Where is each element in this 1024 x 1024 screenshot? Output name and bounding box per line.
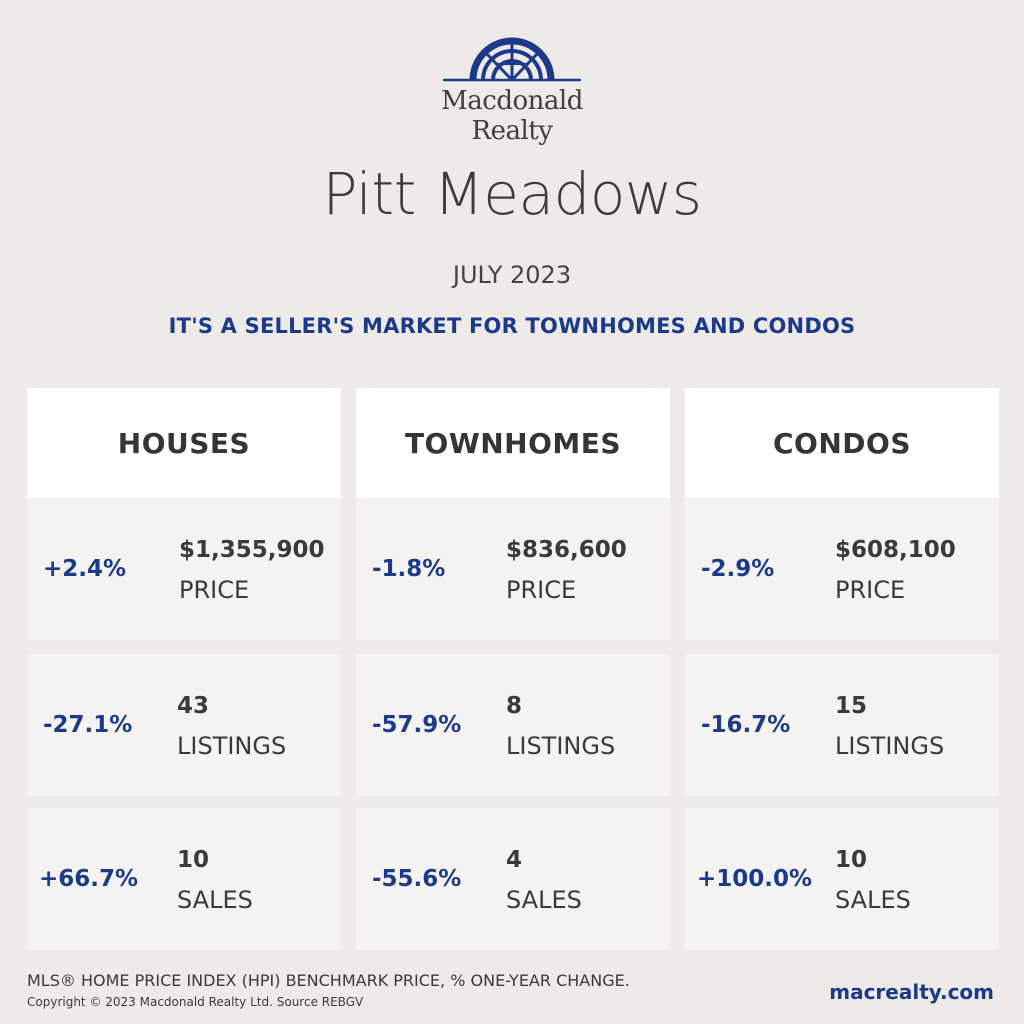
listings-label: LISTINGS (506, 732, 616, 760)
copyright-notice: Copyright © 2023 Macdonald Realty Ltd. Source REBGV (27, 995, 364, 1009)
price-card (356, 498, 670, 640)
column-title: HOUSES (27, 388, 341, 498)
sales-card (685, 808, 999, 950)
sales-value: 4 (506, 847, 523, 873)
price-card (27, 498, 341, 640)
listings-change: -27.1% (43, 712, 133, 738)
listings-change: -16.7% (701, 712, 791, 738)
sales-label: SALES (506, 886, 582, 914)
price-change: +2.4% (43, 556, 127, 582)
listings-value: 43 (177, 693, 210, 719)
report-date: JULY 2023 (452, 261, 572, 289)
sales-card (356, 808, 670, 950)
price-change: -1.8% (372, 556, 446, 582)
city-title: Pitt Meadows (322, 160, 702, 228)
price-value: $1,355,900 (179, 537, 325, 563)
website-link[interactable]: macrealty.com (829, 980, 994, 1004)
listings-value: 15 (835, 693, 868, 719)
market-headline: IT'S A SELLER'S MARKET FOR TOWNHOMES AND CONDOS (168, 314, 856, 338)
listings-change: -57.9% (372, 712, 462, 738)
listings-card (685, 654, 999, 796)
sales-change: +100.0% (697, 866, 813, 892)
price-value: $836,600 (506, 537, 627, 563)
sales-card (27, 808, 341, 950)
column-title: CONDOS (685, 388, 999, 498)
price-label: PRICE (506, 576, 577, 604)
sales-label: SALES (177, 886, 253, 914)
price-change: -2.9% (701, 556, 775, 582)
price-label: PRICE (835, 576, 906, 604)
brand-name-line-2: Realty (471, 116, 553, 146)
price-card (685, 498, 999, 640)
sales-label: SALES (835, 886, 911, 914)
price-label: PRICE (179, 576, 250, 604)
price-value: $608,100 (835, 537, 956, 563)
hpi-footnote: MLS® HOME PRICE INDEX (HPI) BENCHMARK PRICE, % ONE-YEAR CHANGE. (27, 971, 630, 990)
listings-label: LISTINGS (177, 732, 287, 760)
brand-logo (432, 36, 592, 156)
listings-value: 8 (506, 693, 523, 719)
brand-name-line-1: Macdonald (441, 86, 583, 116)
column-condos (685, 388, 999, 914)
column-title: TOWNHOMES (356, 388, 670, 498)
sales-change: +66.7% (39, 866, 139, 892)
column-houses (27, 388, 341, 914)
compass-rose-logo-icon (437, 36, 587, 86)
sales-change: -55.6% (372, 866, 462, 892)
sales-value: 10 (835, 847, 868, 873)
sales-value: 10 (177, 847, 210, 873)
column-townhomes (356, 388, 670, 914)
listings-label: LISTINGS (835, 732, 945, 760)
listings-card (27, 654, 341, 796)
listings-card (356, 654, 670, 796)
